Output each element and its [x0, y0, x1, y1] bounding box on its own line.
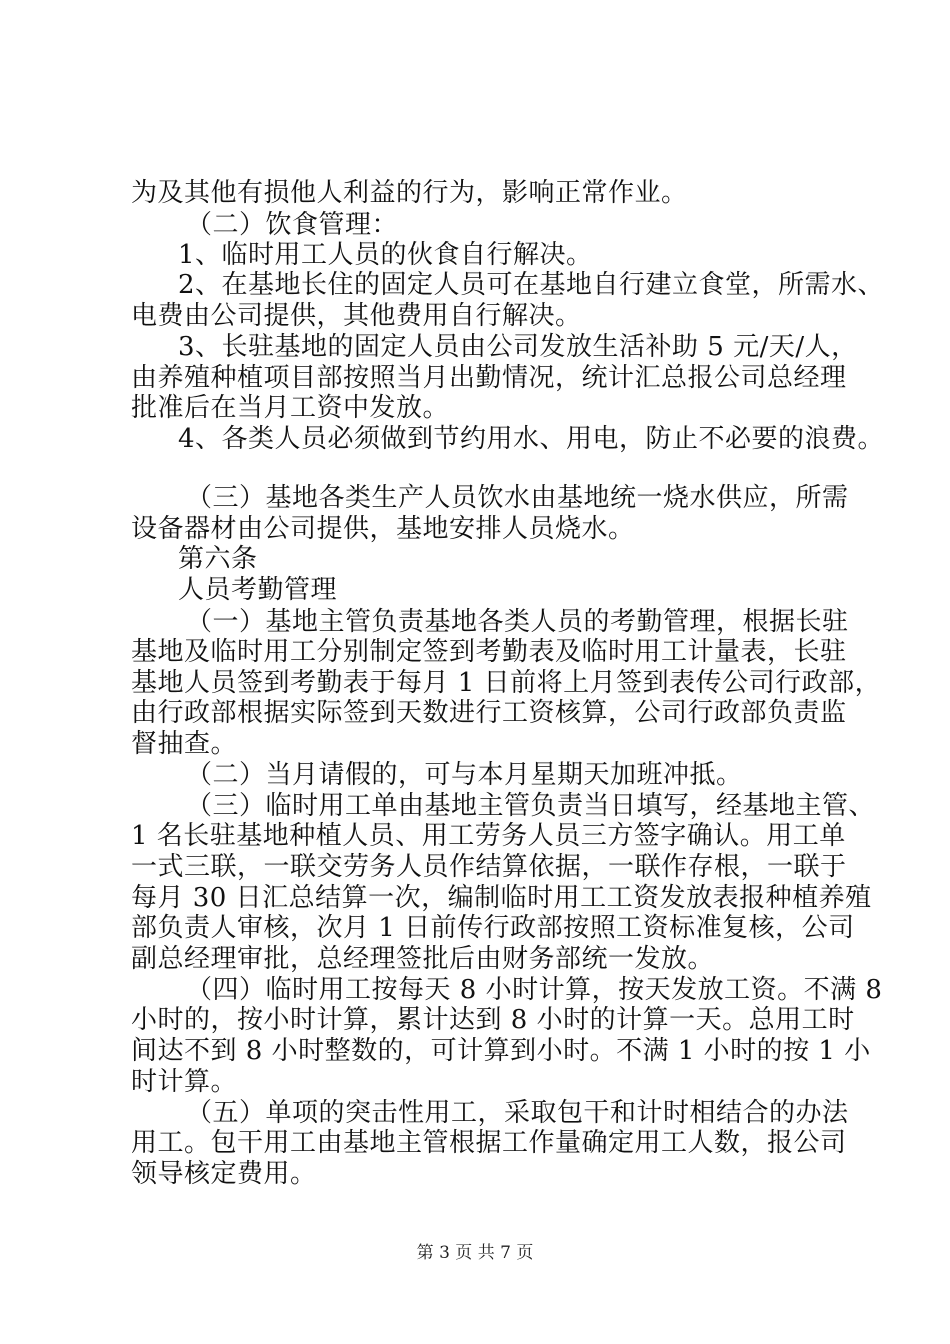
body-text-line: 由养殖种植项目部按照当月出勤情况，统计汇总报公司总经理 [131, 363, 847, 393]
body-text-line: 2、在基地长住的固定人员可在基地自行建立食堂，所需水、 [178, 270, 885, 300]
body-text-line: （三）临时用工单由基地主管负责当日填写，经基地主管、 [186, 791, 876, 821]
body-text-line: 小时的，按小时计算，累计达到 8 小时的计算一天。总用工时 [131, 1005, 855, 1035]
body-text-line: 一式三联，一联交劳务人员作结算依据，一联作存根，一联于 [131, 852, 847, 882]
body-text-line: （二）当月请假的，可与本月星期天加班冲抵。 [186, 760, 743, 790]
body-text-line: 为及其他有损他人利益的行为，影响正常作业。 [131, 178, 688, 208]
body-text-line: 副总经理审批，总经理签批后由财务部统一发放。 [131, 944, 715, 974]
body-text-line: 设备器材由公司提供，基地安排人员烧水。 [131, 514, 635, 544]
body-text-line: 1、临时用工人员的伙食自行解决。 [178, 240, 593, 270]
body-text-line: （一）基地主管负责基地各类人员的考勤管理，根据长驻 [186, 607, 849, 637]
body-text-line: 批准后在当月工资中发放。 [131, 393, 450, 423]
body-text-line: 基地及临时用工分别制定签到考勤表及临时用工计量表，长驻 [131, 637, 847, 667]
body-text-line: （五）单项的突击性用工，采取包干和计时相结合的办法 [186, 1098, 849, 1128]
article-title: 人员考勤管理 [178, 575, 338, 605]
body-text-line: 督抽查。 [131, 729, 238, 759]
article-heading: 第六条 [178, 544, 258, 574]
body-text-line: 3、长驻基地的固定人员由公司发放生活补助 5 元/天/人， [178, 332, 858, 362]
body-text-line: 基地人员签到考勤表于每月 1 日前将上月签到表传公司行政部， [131, 668, 882, 698]
section-heading: （二）饮食管理： [186, 210, 399, 240]
body-text-line: 领导核定费用。 [131, 1159, 317, 1189]
body-text-line: 1 名长驻基地种植人员、用工劳务人员三方签字确认。用工单 [131, 821, 846, 851]
body-text-line: 间达不到 8 小时整数的，可计算到小时。不满 1 小时的按 1 小 [131, 1036, 871, 1066]
body-text-line: 由行政部根据实际签到天数进行工资核算，公司行政部负责监 [131, 698, 847, 728]
body-text-line: 电费由公司提供，其他费用自行解决。 [131, 301, 582, 331]
body-text-line: 时计算。 [131, 1067, 238, 1097]
body-text-line: 每月 30 日汇总结算一次，编制临时用工工资发放表报种植养殖 [131, 883, 872, 913]
body-text-line: 4、各类人员必须做到节约用水、用电，防止不必要的浪费。 [178, 424, 885, 454]
page-number-footer: 第 3 页 共 7 页 [416, 1243, 534, 1263]
body-text-line: 用工。包干用工由基地主管根据工作量确定用工人数，报公司 [131, 1128, 847, 1158]
body-text-line: （四）临时用工按每天 8 小时计算，按天发放工资。不满 8 [186, 975, 883, 1005]
body-text-line: 部负责人审核，次月 1 日前传行政部按照工资标准复核，公司 [131, 913, 855, 943]
body-text-line: （三）基地各类生产人员饮水由基地统一烧水供应，所需 [186, 483, 849, 513]
